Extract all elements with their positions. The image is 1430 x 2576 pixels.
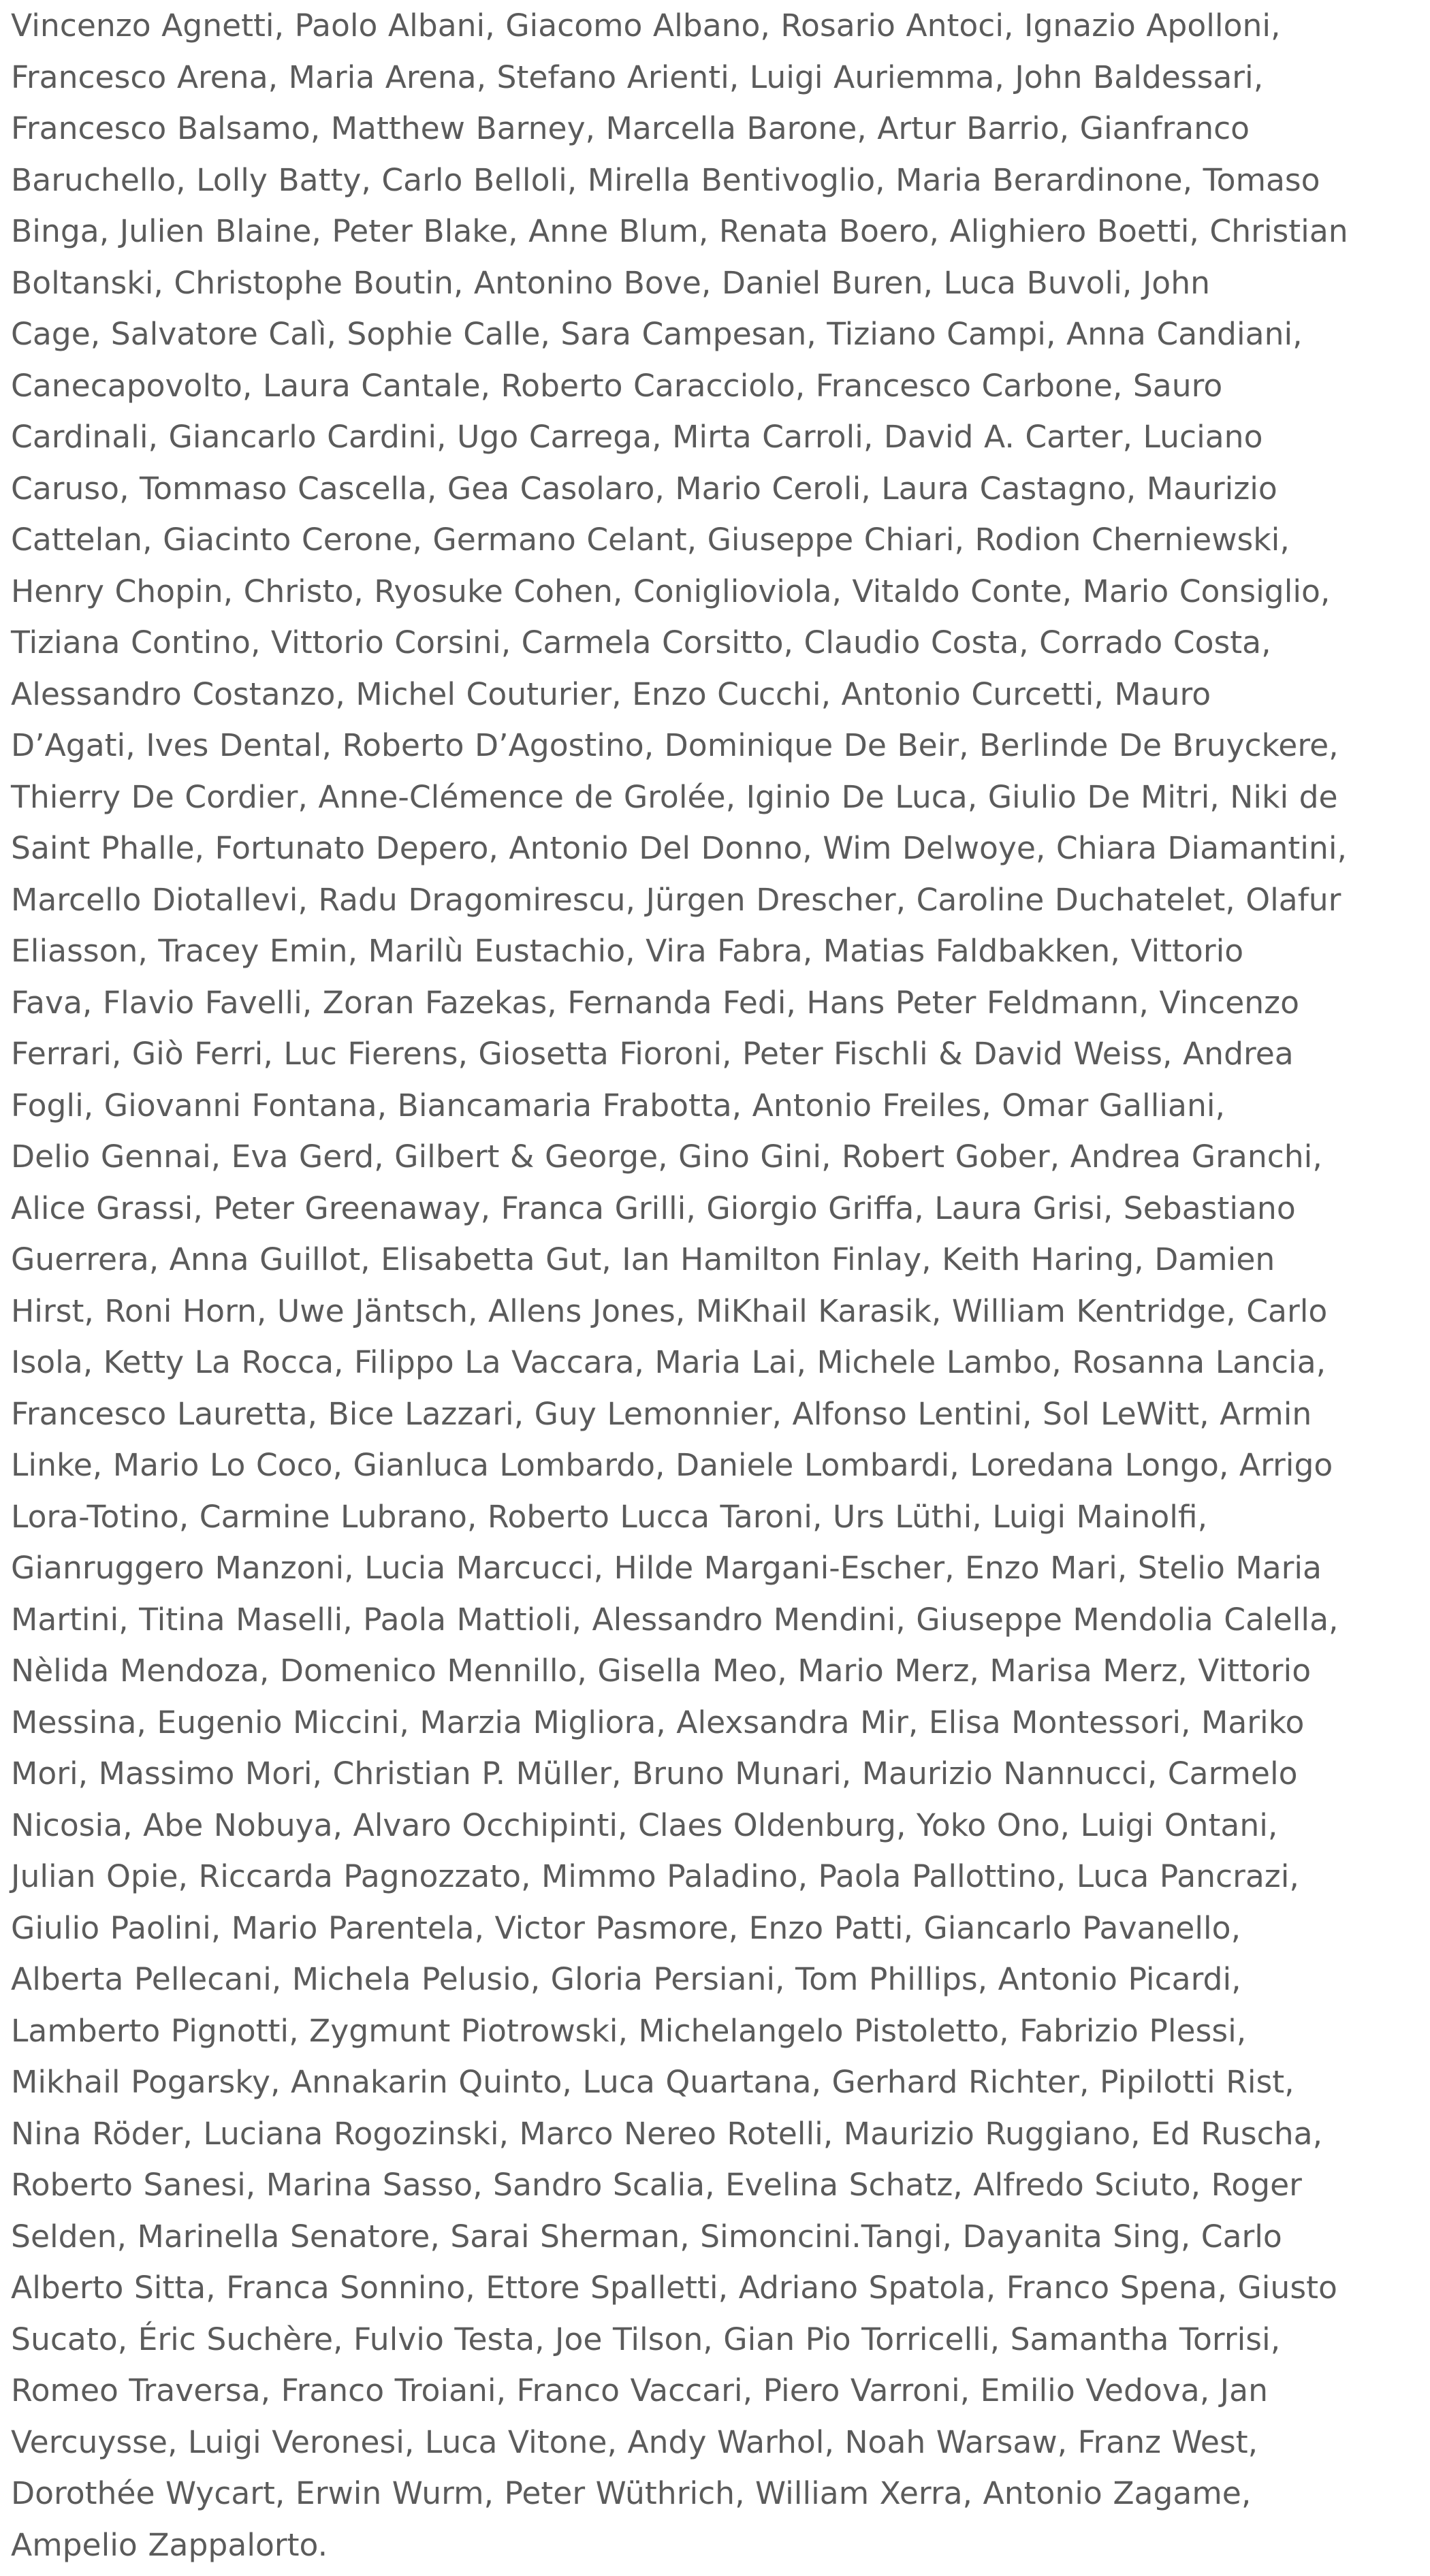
artist-list-line: Hirst, Roni Horn, Uwe Jäntsch, Allens Jones, MiKhail Karasik, William Kentridge, Carlo	[11, 1292, 1328, 1329]
artist-list-line: Nina Röder, Luciana Rogozinski, Marco Nereo Rotelli, Maurizio Ruggiano, Ed Ruscha,	[11, 2115, 1323, 2152]
artist-list-line: Fogli, Giovanni Fontana, Biancamaria Frabotta, Antonio Freiles, Omar Galliani,	[11, 1087, 1226, 1124]
artist-list-line: Henry Chopin, Christo, Ryosuke Cohen, Coniglioviola, Vitaldo Conte, Mario Consiglio,	[11, 573, 1331, 609]
artist-list-line: Caruso, Tommaso Cascella, Gea Casolaro, Mario Ceroli, Laura Castagno, Maurizio	[11, 470, 1277, 507]
artist-list-line: Mori, Massimo Mori, Christian P. Müller, Bruno Munari, Maurizio Nannucci, Carmelo	[11, 1755, 1298, 1792]
artist-list-line: Alberto Sitta, Franca Sonnino, Ettore Spalletti, Adriano Spatola, Franco Spena, Giusto	[11, 2270, 1337, 2306]
artist-list-line: Julian Opie, Riccarda Pagnozzato, Mimmo Paladino, Paola Pallottino, Luca Pancrazi,	[11, 1858, 1299, 1894]
artist-list-line: Boltanski, Christophe Boutin, Antonino Bove, Daniel Buren, Luca Buvoli, John	[11, 264, 1210, 301]
artist-list-line: Ampelio Zappalorto.	[11, 2526, 328, 2563]
artist-list-line: Lamberto Pignotti, Zygmunt Piotrowski, Michelangelo Pistoletto, Fabrizio Plessi,	[11, 2012, 1247, 2049]
artist-list-line: Mikhail Pogarsky, Annakarin Quinto, Luca Quartana, Gerhard Richter, Pipilotti Rist,	[11, 2064, 1294, 2100]
artist-list-line: Giulio Paolini, Mario Parentela, Victor Pasmore, Enzo Patti, Giancarlo Pavanello,	[11, 1909, 1241, 1946]
artist-list-line: Sucato, Éric Suchère, Fulvio Testa, Joe Tilson, Gian Pio Torricelli, Samantha Torrisi,	[11, 2321, 1281, 2357]
artist-list-paragraph	[11, 0, 1414, 2571]
artist-list-line: Alessandro Costanzo, Michel Couturier, Enzo Cucchi, Antonio Curcetti, Mauro	[11, 675, 1211, 712]
artist-list-line: Dorothée Wycart, Erwin Wurm, Peter Wüthrich, William Xerra, Antonio Zagame,	[11, 2475, 1252, 2511]
artist-list-line: Cattelan, Giacinto Cerone, Germano Celant, Giuseppe Chiari, Rodion Cherniewski,	[11, 522, 1290, 558]
artist-list-line: Vincenzo Agnetti, Paolo Albani, Giacomo Albano, Rosario Antoci, Ignazio Apolloni,	[11, 7, 1281, 44]
artist-list-line: Nèlida Mendoza, Domenico Mennillo, Gisella Meo, Mario Merz, Marisa Merz, Vittorio	[11, 1653, 1312, 1689]
artist-list-line: Romeo Traversa, Franco Troiani, Franco Vaccari, Piero Varroni, Emilio Vedova, Jan	[11, 2372, 1268, 2408]
artist-list-line: Nicosia, Abe Nobuya, Alvaro Occhipinti, Claes Oldenburg, Yoko Ono, Luigi Ontani,	[11, 1807, 1278, 1843]
artist-list-line: Selden, Marinella Senatore, Sarai Sherman, Simoncini.Tangi, Dayanita Sing, Carlo	[11, 2218, 1282, 2255]
artist-list-line: Vercuysse, Luigi Veronesi, Luca Vitone, Andy Warhol, Noah Warsaw, Franz West,	[11, 2423, 1258, 2460]
artist-list-line: Linke, Mario Lo Coco, Gianluca Lombardo, Daniele Lombardi, Loredana Longo, Arrigo	[11, 1447, 1333, 1483]
artist-list-line: Roberto Sanesi, Marina Sasso, Sandro Scalia, Evelina Schatz, Alfredo Sciuto, Roger	[11, 2167, 1302, 2203]
artist-list-line: Francesco Balsamo, Matthew Barney, Marcella Barone, Artur Barrio, Gianfranco	[11, 110, 1250, 146]
artist-list-line: Guerrera, Anna Guillot, Elisabetta Gut, Ian Hamilton Finlay, Keith Haring, Damien	[11, 1241, 1275, 1277]
artist-list-line: Eliasson, Tracey Emin, Marilù Eustachio, Vira Fabra, Matias Faldbakken, Vittorio	[11, 933, 1244, 969]
artist-list-line: Alice Grassi, Peter Greenaway, Franca Grilli, Giorgio Griffa, Laura Grisi, Sebastiano	[11, 1190, 1296, 1226]
artist-list-line: Cage, Salvatore Calì, Sophie Calle, Sara Campesan, Tiziano Campi, Anna Candiani,	[11, 316, 1303, 352]
artist-list-line: Thierry De Cordier, Anne-Clémence de Grolée, Iginio De Luca, Giulio De Mitri, Niki de	[11, 778, 1338, 815]
artist-list-line: Alberta Pellecani, Michela Pelusio, Gloria Persiani, Tom Phillips, Antonio Picardi,	[11, 1961, 1241, 1997]
artist-list-line: Cardinali, Giancarlo Cardini, Ugo Carrega, Mirta Carroli, David A. Carter, Luciano	[11, 419, 1263, 455]
artist-list-line: Delio Gennai, Eva Gerd, Gilbert & George, Gino Gini, Robert Gober, Andrea Granchi,	[11, 1139, 1322, 1175]
artist-list-line: Canecapovolto, Laura Cantale, Roberto Caracciolo, Francesco Carbone, Sauro	[11, 367, 1223, 404]
artist-list-line: Baruchello, Lolly Batty, Carlo Belloli, Mirella Bentivoglio, Maria Berardinone, Tomaso	[11, 161, 1320, 198]
artist-list-line: Fava, Flavio Favelli, Zoran Fazekas, Fernanda Fedi, Hans Peter Feldmann, Vincenzo	[11, 984, 1299, 1021]
artist-list-line: Francesco Arena, Maria Arena, Stefano Arienti, Luigi Auriemma, John Baldessari,	[11, 59, 1264, 95]
artist-list-line: Messina, Eugenio Miccini, Marzia Migliora, Alexsandra Mir, Elisa Montessori, Mariko	[11, 1704, 1305, 1740]
artist-list-line: Francesco Lauretta, Bice Lazzari, Guy Lemonnier, Alfonso Lentini, Sol LeWitt, Armin	[11, 1395, 1312, 1432]
artist-list-line: Saint Phalle, Fortunato Depero, Antonio Del Donno, Wim Delwoye, Chiara Diamantini,	[11, 830, 1347, 866]
artist-list-line: Tiziana Contino, Vittorio Corsini, Carmela Corsitto, Claudio Costa, Corrado Costa,	[11, 624, 1271, 661]
artist-list-line: Lora-Totino, Carmine Lubrano, Roberto Lucca Taroni, Urs Lüthi, Luigi Mainolfi,	[11, 1498, 1208, 1535]
artist-list-line: Martini, Titina Maselli, Paola Mattioli, Alessandro Mendini, Giuseppe Mendolia Calella,	[11, 1601, 1339, 1638]
artist-list-line: Binga, Julien Blaine, Peter Blake, Anne Blum, Renata Boero, Alighiero Boetti, Christian	[11, 213, 1348, 249]
artist-list-line: Ferrari, Giò Ferri, Luc Fierens, Giosetta Fioroni, Peter Fischli & David Weiss, Andrea	[11, 1036, 1294, 1072]
artist-list-line: Gianruggero Manzoni, Lucia Marcucci, Hilde Margani-Escher, Enzo Mari, Stelio Maria	[11, 1550, 1322, 1586]
artist-list-line: Isola, Ketty La Rocca, Filippo La Vaccara, Maria Lai, Michele Lambo, Rosanna Lancia,	[11, 1344, 1326, 1380]
artist-list-line: Marcello Diotallevi, Radu Dragomirescu, Jürgen Drescher, Caroline Duchatelet, Olafur	[11, 881, 1341, 918]
artist-list-line: D’Agati, Ives Dental, Roberto D’Agostino, Dominique De Beir, Berlinde De Bruyckere,	[11, 727, 1339, 763]
